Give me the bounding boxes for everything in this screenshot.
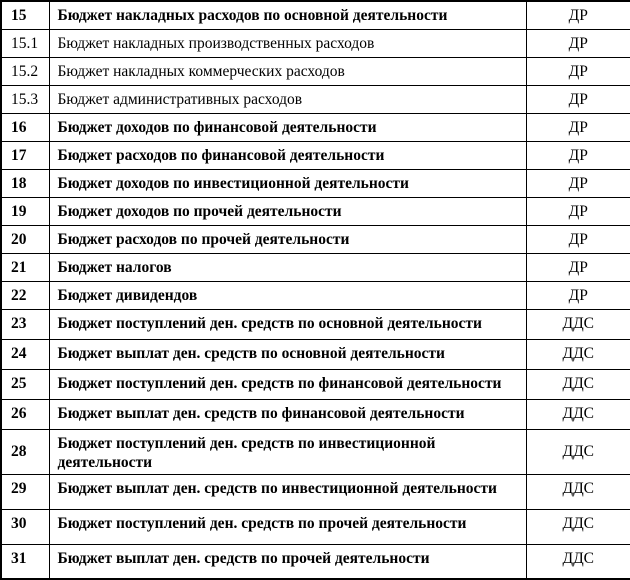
row-name-cell: Бюджет доходов по финансовой деятельности — [49, 113, 526, 141]
row-type-cell: ДДС — [526, 309, 630, 339]
row-number-cell: 29 — [1, 474, 49, 509]
table-row — [1, 197, 630, 225]
table-row — [1, 141, 630, 169]
table-row — [1, 399, 630, 429]
row-name-cell: Бюджет выплат ден. средств по финансовой деятельности — [49, 399, 526, 429]
table-row — [1, 474, 630, 509]
table-row — [1, 544, 630, 579]
row-number-cell: 18 — [1, 169, 49, 197]
table-row — [1, 339, 630, 369]
row-name-cell: Бюджет выплат ден. средств по основной деятельности — [49, 339, 526, 369]
row-type-cell: ДР — [526, 225, 630, 253]
row-name-cell: Бюджет поступлений ден. средств по прочей деятельности — [49, 509, 526, 544]
row-type-cell: ДДС — [526, 544, 630, 579]
row-name-cell: Бюджет выплат ден. средств по инвестиционной деятельности — [49, 474, 526, 509]
row-name-cell: Бюджет доходов по инвестиционной деятельности — [49, 169, 526, 197]
row-type-cell: ДР — [526, 281, 630, 309]
row-type-cell: ДР — [526, 197, 630, 225]
row-number-cell: 15.2 — [1, 57, 49, 85]
row-type-cell: ДДС — [526, 429, 630, 474]
row-number-cell: 30 — [1, 509, 49, 544]
row-type-cell: ДР — [526, 253, 630, 281]
table-row — [1, 253, 630, 281]
row-number-cell: 22 — [1, 281, 49, 309]
row-name-cell: Бюджет накладных производственных расходов — [49, 29, 526, 57]
row-name-cell: Бюджет накладных расходов по основной деятельности — [49, 1, 526, 29]
table-row — [1, 225, 630, 253]
row-name-cell: Бюджет накладных коммерческих расходов — [49, 57, 526, 85]
row-name-cell: Бюджет административных расходов — [49, 85, 526, 113]
table-row — [1, 169, 630, 197]
row-type-cell: ДДС — [526, 474, 630, 509]
table-row — [1, 1, 630, 29]
row-type-cell: ДДС — [526, 339, 630, 369]
row-type-cell: ДР — [526, 169, 630, 197]
row-name-cell: Бюджет поступлений ден. средств по финансовой деятельности — [49, 369, 526, 399]
table-row — [1, 309, 630, 339]
table-row — [1, 85, 630, 113]
table-row — [1, 57, 630, 85]
table-row — [1, 29, 630, 57]
row-type-cell: ДР — [526, 141, 630, 169]
row-number-cell: 16 — [1, 113, 49, 141]
row-type-cell: ДДС — [526, 369, 630, 399]
row-name-cell: Бюджет поступлений ден. средств по инвестиционной деятельности — [49, 429, 526, 474]
row-name-cell: Бюджет дивидендов — [49, 281, 526, 309]
row-type-cell: ДР — [526, 29, 630, 57]
table-row — [1, 113, 630, 141]
row-name-cell: Бюджет расходов по прочей деятельности — [49, 225, 526, 253]
row-number-cell: 23 — [1, 309, 49, 339]
budget-table-body — [1, 1, 630, 579]
row-type-cell: ДР — [526, 1, 630, 29]
row-number-cell: 17 — [1, 141, 49, 169]
row-number-cell: 21 — [1, 253, 49, 281]
row-type-cell: ДР — [526, 113, 630, 141]
row-type-cell: ДР — [526, 85, 630, 113]
row-name-cell: Бюджет выплат ден. средств по прочей деятельности — [49, 544, 526, 579]
row-name-cell: Бюджет поступлений ден. средств по основной деятельности — [49, 309, 526, 339]
row-number-cell: 31 — [1, 544, 49, 579]
row-number-cell: 25 — [1, 369, 49, 399]
row-number-cell: 20 — [1, 225, 49, 253]
table-row — [1, 369, 630, 399]
row-number-cell: 19 — [1, 197, 49, 225]
row-type-cell: ДР — [526, 57, 630, 85]
row-number-cell: 26 — [1, 399, 49, 429]
table-row — [1, 509, 630, 544]
row-name-cell: Бюджет расходов по финансовой деятельности — [49, 141, 526, 169]
row-number-cell: 28 — [1, 429, 49, 474]
row-name-cell: Бюджет налогов — [49, 253, 526, 281]
row-number-cell: 15.1 — [1, 29, 49, 57]
row-type-cell: ДДС — [526, 399, 630, 429]
row-type-cell: ДДС — [526, 509, 630, 544]
row-number-cell: 15 — [1, 1, 49, 29]
row-number-cell: 24 — [1, 339, 49, 369]
table-row — [1, 429, 630, 474]
row-number-cell: 15.3 — [1, 85, 49, 113]
table-row — [1, 281, 630, 309]
row-name-cell: Бюджет доходов по прочей деятельности — [49, 197, 526, 225]
